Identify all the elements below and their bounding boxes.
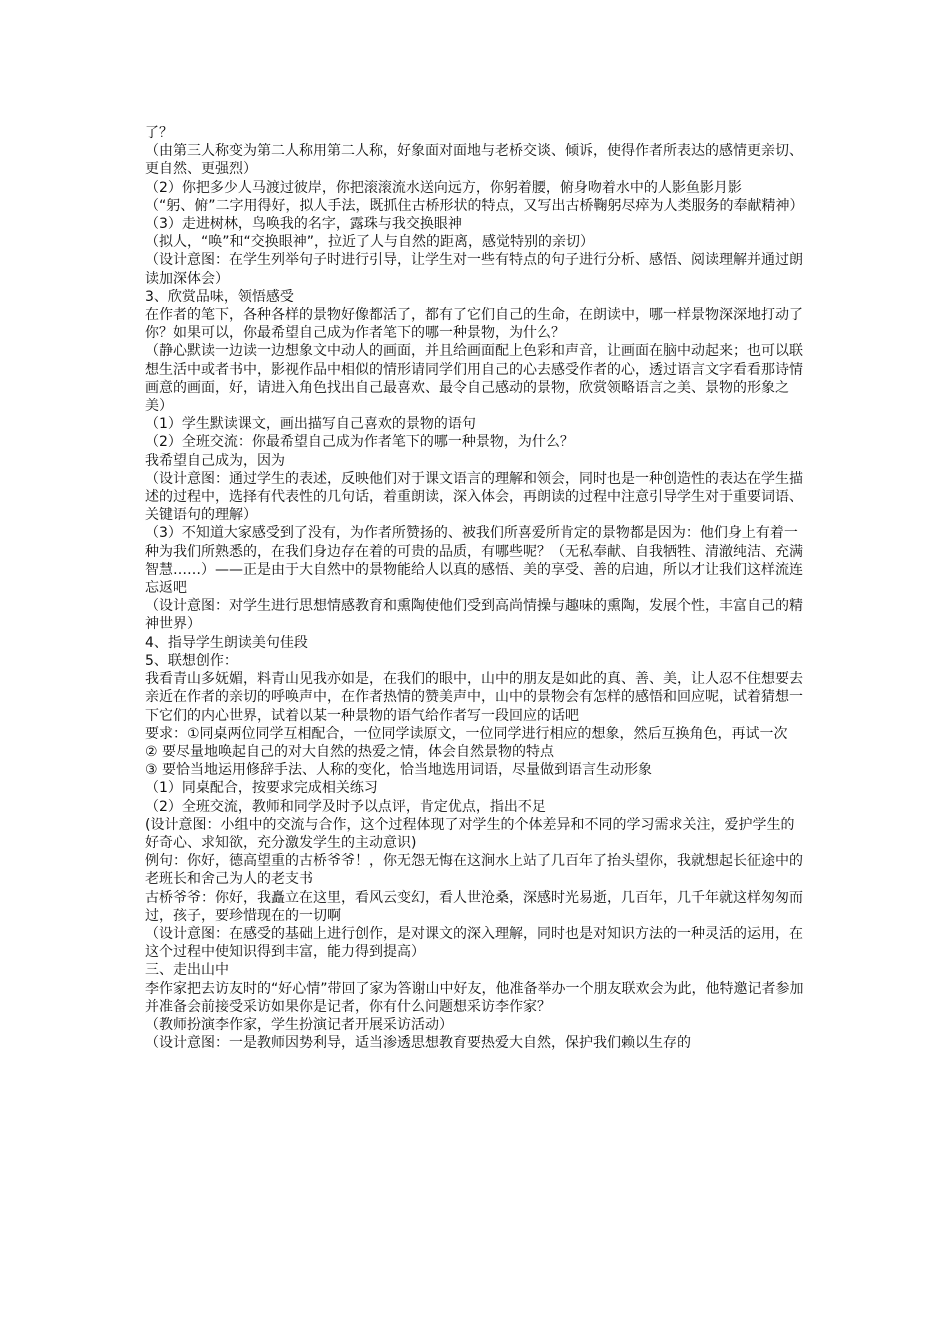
text-line: 古桥爷爷：你好，我矗立在这里，看风云变幻，看人世沧桑，深感时光易逝，几百年，几千年就这样匆匆而过，孩子，要珍惜现在的一切啊	[145, 889, 803, 924]
text-line: （教师扮演李作家，学生扮演记者开展采访活动）	[145, 1016, 453, 1033]
text-line: (设计意图：小组中的交流与合作，这个过程体现了对学生的个体差异和不同的学习需求关注，爱护学生的好奇心、求知欲，充分激发学生的主动意识)	[145, 816, 795, 851]
section-heading: 4、指导学生朗读美句佳段	[145, 634, 308, 651]
section-heading: 3、欣赏品味，领悟感受	[145, 288, 294, 305]
text-line: （3）走进树林，鸟唤我的名字，露珠与我交换眼神	[145, 216, 462, 233]
text-line: （设计意图：在学生列举句子时进行引导，让学生对一些有特点的句子进行分析、感悟、阅读理解并通过朗读加深体会）	[145, 252, 803, 287]
text-line: （设计意图：通过学生的表述，反映他们对于课文语言的理解和领会，同时也是一种创造性的表达在学生描述的过程中，选择有代表性的几句话，着重朗读，深入体会，再朗读的过程中注意引导学生对于重要词语、关键语句的理解）	[145, 470, 803, 524]
text-line: （“躬、俯”二字用得好，拟人手法，既抓住古桥形状的特点，又写出古桥鞠躬尽瘁为人类服务的奉献精神）	[145, 197, 804, 214]
text-line: 李作家把去访友时的“好心情”带回了家为答谢山中好友，他准备举办一个朋友联欢会为此，他特邀记者参加并准备会前接受采访如果你是记者，你有什么问题想采访李作家？	[145, 980, 804, 1015]
text-line: （2）全班交流，教师和同学及时予以点评，肯定优点，指出不足	[145, 798, 546, 815]
text-line: 在作者的笔下，各种各样的景物好像都活了，都有了它们自己的生命，在朗读中，哪一样景物深深地打动了你？如果可以，你最希望自己成为作者笔下的哪一种景物，为什么？	[145, 307, 803, 342]
text-line: （2）全班交流：你最希望自己成为作者笔下的哪一种景物，为什么？	[145, 434, 574, 451]
text-line: 例句：你好，德高望重的古桥爷爷！，你无怨无悔在这涧水上站了几百年了抬头望你，我就想起长征途中的老班长和舍己为人的老支书	[145, 853, 803, 888]
text-line: （由第三人称变为第二人称用第二人称，好象面对面地与老桥交谈、倾诉，使得作者所表达的感情更亲切、更自然、更强烈）	[145, 143, 803, 178]
text-line: ② 要尽量地唤起自己的对大自然的热爱之情，体会自然景物的特点	[145, 743, 554, 760]
text-line: （设计意图：对学生进行思想情感教育和熏陶使他们受到高尚情操与趣味的熏陶，发展个性，丰富自己的精神世界）	[145, 598, 803, 633]
text-line: （静心默读一边读一边想象文中动人的画面，并且给画面配上色彩和声音，让画面在脑中动起来；也可以联想生活中或者书中，影视作品中相似的情形请同学们用自己的心去感受作者的心，透过语言文字看看那诗情画意的画面，好，请进入角色找出自己最喜欢、最令自己感动的景物，欣赏领略语言之美、景物的形象之美）	[145, 343, 803, 415]
text-line: （2）你把多少人马渡过彼岸，你把滚滚流水送向远方，你躬着腰，俯身吻着水中的人影鱼影月影	[145, 179, 742, 196]
text-line: 我希望自己成为，因为	[145, 452, 285, 469]
section-heading: 5、联想创作：	[145, 652, 238, 669]
text-line: （1）同桌配合，按要求完成相关练习	[145, 780, 378, 797]
text-line: 了？	[145, 125, 173, 141]
text-line: 我看青山多妩媚，料青山见我亦如是，在我们的眼中，山中的朋友是如此的真、善、美，让人忍不住想要去亲近在作者的亲切的呼唤声中，在作者热情的赞美声中，山中的景物会有怎样的感悟和回应呢，试着猜想一下它们的内心世界，试着以某一种景物的语气给作者写一段回应的话吧	[145, 671, 803, 724]
document-page	[145, 124, 805, 1052]
text-line: （拟人，“唤”和“交换眼神”，拉近了人与自然的距离，感觉特别的亲切）	[145, 234, 595, 251]
text-line: （1）学生默读课文，画出描写自己喜欢的景物的语句	[145, 416, 476, 433]
section-heading: 三、走出山中	[145, 962, 229, 979]
text-line: ③ 要恰当地运用修辞手法、人称的变化，恰当地选用词语，尽量做到语言生动形象	[145, 762, 652, 779]
text-line: （设计意图：在感受的基础上进行创作，是对课文的深入理解，同时也是对知识方法的一种灵活的运用，在这个过程中使知识得到丰富，能力得到提高）	[145, 925, 803, 961]
text-line: 要求：①同桌两位同学互相配合，一位同学读原文，一位同学进行相应的想象，然后互换角色，再试一次	[145, 725, 788, 742]
text-line: （设计意图：一是教师因势利导，适当渗透思想教育要热爱大自然，保护我们赖以生存的	[145, 1035, 691, 1052]
text-line: （3）不知道大家感受到了没有，为作者所赞扬的、被我们所喜爱所肯定的景物都是因为：他们身上有着一种为我们所熟悉的，在我们身边存在着的可贵的品质，有哪些呢？（无私奉献、自我牺牲、清澈纯洁、充满智慧……）——正是由于大自然中的景物能给人以真的感悟、美的享受、善的启迪，所以才让我们这样流连忘返吧	[145, 525, 803, 597]
